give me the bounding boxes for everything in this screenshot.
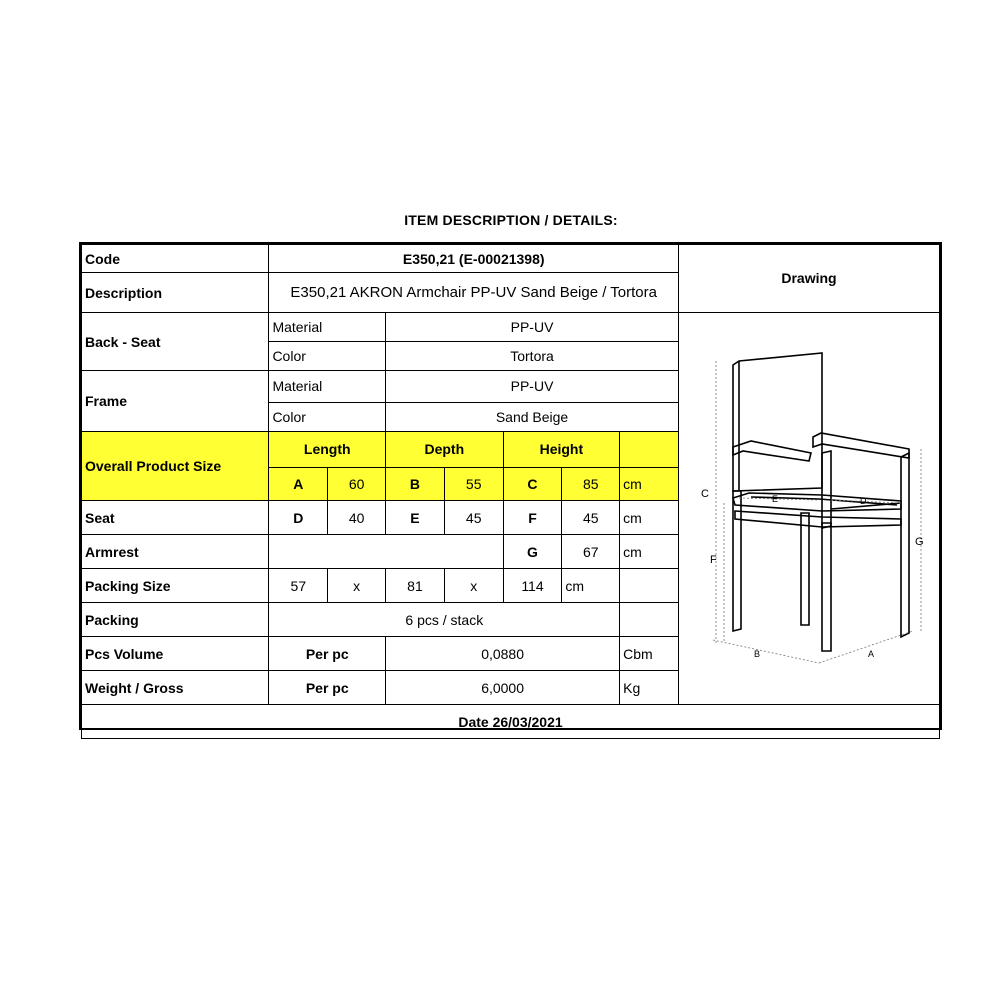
details-table [81, 244, 940, 739]
dim-e-value: 45 [444, 501, 503, 535]
code-value: E350,21 (E-00021398) [269, 245, 679, 273]
armrest-unit: cm [620, 535, 679, 569]
packing-size-blank [620, 569, 679, 603]
rear-armrest-shape [733, 441, 811, 461]
back-seat-color-label: Color [269, 342, 386, 371]
weight-label: Weight / Gross [82, 671, 269, 705]
volume-unit: Cbm [620, 637, 679, 671]
frame-color-label: Color [269, 402, 386, 431]
drawing-label-b: B [754, 649, 761, 659]
rear-right-leg [801, 513, 809, 625]
drawing-label-e: E [772, 494, 779, 504]
packing-size-width: 81 [386, 569, 445, 603]
dimension-line-b [713, 640, 819, 663]
dim-e-letter: E [386, 501, 445, 535]
dimension-line-a [819, 631, 913, 663]
dim-g-value: 67 [562, 535, 620, 569]
drawing-label-f: F [710, 554, 717, 566]
description-label: Description [82, 273, 269, 313]
dim-f-letter: F [503, 501, 562, 535]
drawing-label-g: G [915, 536, 924, 548]
dim-c-letter: C [503, 468, 562, 501]
dim-g-letter: G [503, 535, 562, 569]
back-seat-color: Tortora [386, 342, 679, 371]
back-seat-material-label: Material [269, 313, 386, 342]
dim-d-value: 40 [328, 501, 386, 535]
volume-per: Per pc [269, 637, 386, 671]
back-seat-label: Back - Seat [82, 313, 269, 371]
packing-blank [620, 603, 679, 637]
packing-value: 6 pcs / stack [269, 603, 620, 637]
frame-color: Sand Beige [386, 402, 679, 431]
packing-size-unit: cm [562, 569, 620, 603]
seat-label: Seat [82, 501, 269, 535]
date-footer: Date 26/03/2021 [82, 705, 940, 739]
front-armrest-shape [813, 433, 909, 458]
packing-size-x1: x [328, 569, 386, 603]
dim-a-letter: A [269, 468, 328, 501]
packing-size-length: 57 [269, 569, 328, 603]
description-value: E350,21 AKRON Armchair PP-UV Sand Beige / Tortora [269, 273, 679, 313]
weight-unit: Kg [620, 671, 679, 705]
dim-a-value: 60 [328, 468, 386, 501]
seat-rail [735, 511, 901, 527]
packing-size-height: 114 [503, 569, 562, 603]
volume-label: Pcs Volume [82, 637, 269, 671]
unit-header-blank [620, 431, 679, 468]
drawing-label-c: C [701, 488, 709, 500]
height-header: Height [503, 431, 620, 468]
back-seat-material: PP-UV [386, 313, 679, 342]
overall-unit: cm [620, 468, 679, 501]
dim-d-letter: D [269, 501, 328, 535]
weight-value: 6,0000 [386, 671, 620, 705]
depth-header: Depth [386, 431, 504, 468]
dim-b-letter: B [386, 468, 445, 501]
packing-size-label: Packing Size [82, 569, 269, 603]
seat-unit: cm [620, 501, 679, 535]
armrest-blank [269, 535, 503, 569]
dim-f-value: 45 [562, 501, 620, 535]
details-sheet [79, 242, 942, 730]
drawing-label-a: A [868, 649, 875, 659]
frame-material-label: Material [269, 371, 386, 403]
frame-label: Frame [82, 371, 269, 432]
page-title: ITEM DESCRIPTION / DETAILS: [404, 212, 618, 228]
length-header: Length [269, 431, 386, 468]
packing-label: Packing [82, 603, 269, 637]
frame-material: PP-UV [386, 371, 679, 403]
drawing-cell [679, 313, 940, 705]
drawing-label: Drawing [679, 245, 940, 313]
dim-c-value: 85 [562, 468, 620, 501]
front-left-leg [822, 523, 831, 651]
dim-b-value: 55 [444, 468, 503, 501]
weight-per: Per pc [269, 671, 386, 705]
code-label: Code [82, 245, 269, 273]
front-arm-post [901, 453, 909, 637]
volume-value: 0,0880 [386, 637, 620, 671]
backrest-shape [733, 353, 822, 491]
chair-drawing [679, 313, 937, 701]
armrest-label: Armrest [82, 535, 269, 569]
overall-size-label: Overall Product Size [82, 431, 269, 501]
packing-size-x2: x [444, 569, 503, 603]
drawing-label-d: D [860, 496, 867, 506]
